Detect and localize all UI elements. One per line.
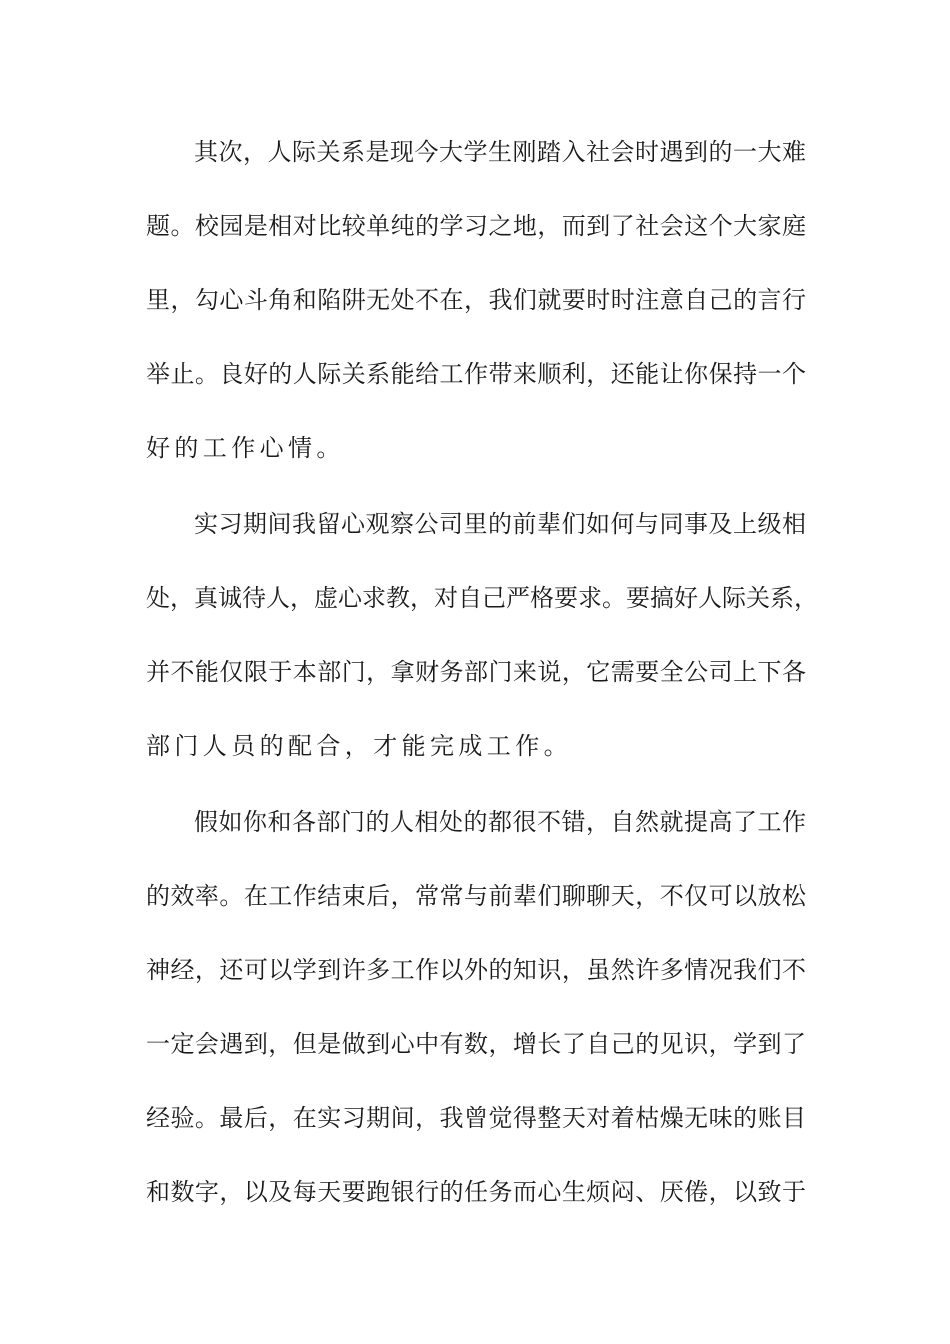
paragraph-1-line-2: 题。校园是相对比较单纯的学习之地，而到了社会这个大家庭 bbox=[146, 212, 806, 240]
paragraph-1-line-4: 举止。良好的人际关系能给工作带来顺利，还能让你保持一个 bbox=[146, 360, 806, 388]
paragraph-2-line-2: 处，真诚待人，虚心求教，对自己严格要求。要搞好人际关系， bbox=[146, 584, 818, 612]
paragraph-3-line-4: 一定会遇到，但是做到心中有数，增长了自己的见识，学到了 bbox=[146, 1030, 806, 1058]
paragraph-2-line-4: 部门人员的配合，才能完成工作。 bbox=[146, 732, 572, 760]
paragraph-2-line-3: 并不能仅限于本部门，拿财务部门来说，它需要全公司上下各 bbox=[146, 658, 806, 686]
paragraph-3-line-6: 和数字，以及每天要跑银行的任务而心生烦闷、厌倦，以致于 bbox=[146, 1178, 806, 1206]
paragraph-1-line-3: 里，勾心斗角和陷阱无处不在，我们就要时时注意自己的言行 bbox=[146, 286, 806, 314]
paragraph-1-line-1: 其次，人际关系是现今大学生刚踏入社会时遇到的一大难 bbox=[194, 138, 806, 166]
paragraph-3-line-1: 假如你和各部门的人相处的都很不错，自然就提高了工作 bbox=[194, 808, 806, 836]
paragraph-3-line-2: 的效率。在工作结束后，常常与前辈们聊聊天，不仅可以放松 bbox=[146, 882, 806, 910]
paragraph-1-line-5: 好的工作心情。 bbox=[146, 434, 345, 462]
paragraph-3-line-5: 经验。最后，在实习期间，我曾觉得整天对着枯燥无味的账目 bbox=[146, 1104, 806, 1132]
paragraph-3-line-3: 神经，还可以学到许多工作以外的知识，虽然许多情况我们不 bbox=[146, 956, 806, 984]
paragraph-2-line-1: 实习期间我留心观察公司里的前辈们如何与同事及上级相 bbox=[194, 510, 806, 538]
